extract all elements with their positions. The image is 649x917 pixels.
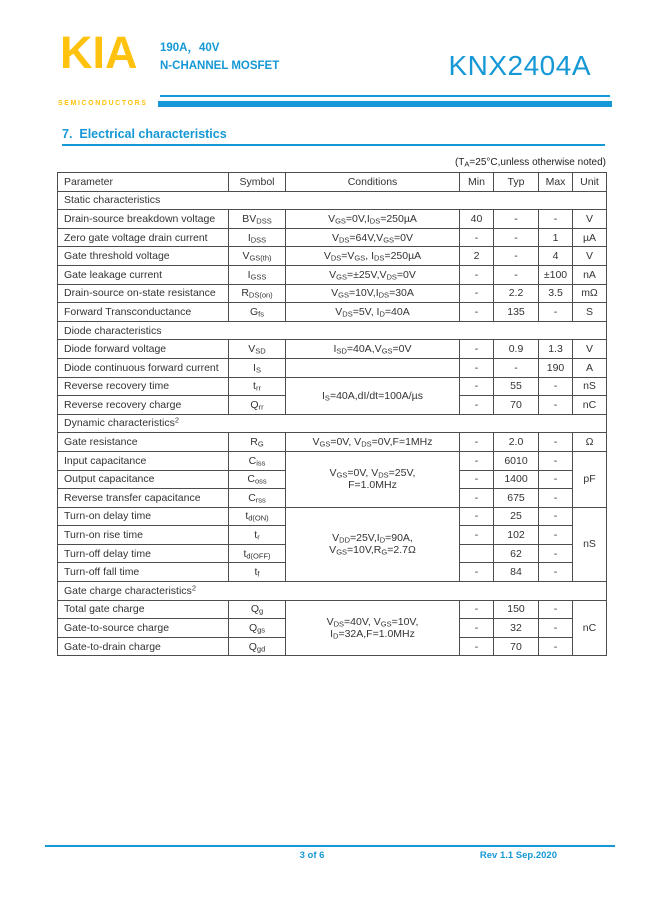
symbol-cell: $t_f$ — [229, 563, 286, 582]
table-row — [58, 247, 607, 266]
symbol-cell: $R_{DS(on)}$ — [229, 284, 286, 303]
min-cell: - — [460, 451, 494, 470]
symbol-cell: $C_{oss}$ — [229, 470, 286, 489]
table-row — [58, 265, 607, 284]
conditions-cell — [286, 358, 460, 377]
section-header-cell: Diode characteristics — [58, 321, 607, 340]
section-title-underline — [62, 144, 605, 146]
table-row — [58, 507, 607, 526]
typ-cell: 1400 — [494, 470, 539, 489]
col-header-symbol: Symbol — [229, 173, 286, 192]
symbol-cell: $I_{GSS}$ — [229, 265, 286, 284]
max-cell: 3.5 — [539, 284, 573, 303]
max-cell: - — [539, 377, 573, 396]
table-header-row — [58, 173, 607, 192]
unit-cell: nS — [573, 507, 607, 581]
typ-cell: 62 — [494, 544, 539, 563]
table-row — [58, 340, 607, 359]
symbol-cell: $V_{GS(th)}$ — [229, 247, 286, 266]
typ-cell: - — [494, 210, 539, 229]
param-cell: Input capacitance — [58, 451, 229, 470]
typ-cell: - — [494, 265, 539, 284]
unit-cell: nC — [573, 396, 607, 415]
param-cell: Output capacitance — [58, 470, 229, 489]
symbol-cell: $C_{rss}$ — [229, 489, 286, 508]
table-row — [58, 228, 607, 247]
param-cell: Forward Transconductance — [58, 303, 229, 322]
col-header-max: Max — [539, 173, 573, 192]
param-cell: Reverse transfer capacitance — [58, 489, 229, 508]
typ-cell: - — [494, 247, 539, 266]
max-cell: 1 — [539, 228, 573, 247]
unit-cell: V — [573, 247, 607, 266]
max-cell: 4 — [539, 247, 573, 266]
min-cell: 2 — [460, 247, 494, 266]
conditions-cell: $I_{SD}=40A,V_{GS}=0V$ — [286, 340, 460, 359]
section-header-cell: Static characteristics — [58, 191, 607, 210]
col-header-conditions: Conditions — [286, 173, 460, 192]
typ-cell: 25 — [494, 507, 539, 526]
typ-cell: 6010 — [494, 451, 539, 470]
header-rule-thick — [158, 101, 612, 107]
min-cell: - — [460, 600, 494, 619]
min-cell: - — [460, 284, 494, 303]
unit-cell: Ω — [573, 433, 607, 452]
min-cell: - — [460, 563, 494, 582]
max-cell: - — [539, 303, 573, 322]
col-header-parameter: Parameter — [58, 173, 229, 192]
typ-cell: - — [494, 358, 539, 377]
device-type: N-CHANNEL MOSFET — [160, 59, 280, 72]
footer-rule — [45, 845, 615, 847]
table-row — [58, 600, 607, 619]
param-cell: Turn-off fall time — [58, 563, 229, 582]
table-row — [58, 358, 607, 377]
typ-cell: 70 — [494, 637, 539, 656]
typ-cell: - — [494, 228, 539, 247]
param-cell: Reverse recovery charge — [58, 396, 229, 415]
max-cell: - — [539, 433, 573, 452]
col-header-typ: Typ — [494, 173, 539, 192]
table-row — [58, 284, 607, 303]
max-cell: - — [539, 507, 573, 526]
table-row — [58, 210, 607, 229]
typ-cell: 70 — [494, 396, 539, 415]
symbol-cell: $I_S$ — [229, 358, 286, 377]
table-body — [58, 191, 607, 656]
table-row — [58, 377, 607, 396]
unit-cell: V — [573, 340, 607, 359]
conditions-cell: $V_{GS}=0V$, $V_{DS}=25V$, F=1.0MHz — [286, 451, 460, 507]
kia-logo: KIA — [60, 27, 138, 78]
param-cell: Reverse recovery time — [58, 377, 229, 396]
section-header-cell: Gate charge characteristics$^2$ — [58, 582, 607, 601]
conditions-cell: $I_S=40A,dI/dt=100A/\mu s$ — [286, 377, 460, 414]
section-row — [58, 191, 607, 210]
typ-cell: 32 — [494, 619, 539, 638]
typ-cell: 55 — [494, 377, 539, 396]
unit-cell: mΩ — [573, 284, 607, 303]
device-subtitle — [160, 40, 279, 76]
symbol-cell: $BV_{DSS}$ — [229, 210, 286, 229]
min-cell: - — [460, 228, 494, 247]
min-cell — [460, 544, 494, 563]
table-row — [58, 451, 607, 470]
param-cell: Gate-to-source charge — [58, 619, 229, 638]
revision-label: Rev 1.1 Sep.2020 — [479, 850, 557, 861]
symbol-cell: $t_r$ — [229, 526, 286, 545]
conditions-cell: $V_{GS}=0V,I_{DS}=250\mu A$ — [286, 210, 460, 229]
section-title: 7. Electrical characteristics — [62, 127, 227, 141]
param-cell: Zero gate voltage drain current — [58, 228, 229, 247]
typ-cell: 150 — [494, 600, 539, 619]
min-cell: - — [460, 396, 494, 415]
part-number: KNX2404A — [448, 50, 591, 81]
min-cell: - — [460, 433, 494, 452]
param-cell: Drain-source breakdown voltage — [58, 210, 229, 229]
param-cell: Diode continuous forward current — [58, 358, 229, 377]
conditions-cell: $V_{DS}=V_{GS}$, $I_{DS}=250\mu A$ — [286, 247, 460, 266]
logo-subtext: SEMICONDUCTORS — [58, 100, 148, 107]
section-row — [58, 414, 607, 433]
col-header-unit: Unit — [573, 173, 607, 192]
max-cell: - — [539, 489, 573, 508]
symbol-cell: $V_{SD}$ — [229, 340, 286, 359]
unit-cell: nA — [573, 265, 607, 284]
min-cell: - — [460, 265, 494, 284]
symbol-cell: $I_{DSS}$ — [229, 228, 286, 247]
param-cell: Gate-to-drain charge — [58, 637, 229, 656]
param-cell: Drain-source on-state resistance — [58, 284, 229, 303]
electrical-characteristics-table — [57, 172, 607, 656]
min-cell: - — [460, 507, 494, 526]
param-cell: Total gate charge — [58, 600, 229, 619]
max-cell: - — [539, 210, 573, 229]
min-cell: - — [460, 637, 494, 656]
unit-cell: nC — [573, 600, 607, 656]
device-rating: 190A，40V — [160, 42, 220, 54]
max-cell: - — [539, 563, 573, 582]
symbol-cell: $Q_g$ — [229, 600, 286, 619]
conditions-cell: $V_{GS}=\pm 25V,V_{DS}=0V$ — [286, 265, 460, 284]
symbol-cell: $G_{fs}$ — [229, 303, 286, 322]
min-cell: - — [460, 340, 494, 359]
table-row — [58, 433, 607, 452]
param-cell: Gate resistance — [58, 433, 229, 452]
max-cell: - — [539, 470, 573, 489]
min-cell: - — [460, 470, 494, 489]
min-cell: 40 — [460, 210, 494, 229]
param-cell: Turn-on rise time — [58, 526, 229, 545]
symbol-cell: $t_{d(OFF)}$ — [229, 544, 286, 563]
min-cell: - — [460, 358, 494, 377]
section-row — [58, 321, 607, 340]
symbol-cell: $R_G$ — [229, 433, 286, 452]
max-cell: ±100 — [539, 265, 573, 284]
typ-cell: 675 — [494, 489, 539, 508]
max-cell: 1.3 — [539, 340, 573, 359]
conditions-cell: $V_{GS}=0V$, $V_{DS}=0V,F=1MHz$ — [286, 433, 460, 452]
max-cell: - — [539, 451, 573, 470]
symbol-cell: $Q_{gs}$ — [229, 619, 286, 638]
max-cell: - — [539, 600, 573, 619]
symbol-cell: $Q_{rr}$ — [229, 396, 286, 415]
col-header-min: Min — [460, 173, 494, 192]
typ-cell: 102 — [494, 526, 539, 545]
param-cell: Gate leakage current — [58, 265, 229, 284]
section-row — [58, 582, 607, 601]
min-cell: - — [460, 526, 494, 545]
max-cell: - — [539, 637, 573, 656]
conditions-cell: $V_{DS}=5V$, $I_D=40A$ — [286, 303, 460, 322]
unit-cell: A — [573, 358, 607, 377]
unit-cell: S — [573, 303, 607, 322]
conditions-cell: $V_{GS}=10V,I_{DS}=30A$ — [286, 284, 460, 303]
min-cell: - — [460, 377, 494, 396]
max-cell: - — [539, 396, 573, 415]
typ-cell: 2.2 — [494, 284, 539, 303]
symbol-cell: $Q_{gd}$ — [229, 637, 286, 656]
table-row — [58, 303, 607, 322]
min-cell: - — [460, 489, 494, 508]
unit-cell: V — [573, 210, 607, 229]
min-cell: - — [460, 303, 494, 322]
max-cell: - — [539, 619, 573, 638]
min-cell: - — [460, 619, 494, 638]
conditions-cell: $V_{DS}=40V$, $V_{GS}=10V$, $I_D=32A,F=1.0MHz$ — [286, 600, 460, 656]
param-cell: Turn-on delay time — [58, 507, 229, 526]
condition-note: ($T_A=25^\circ C,unless$ otherwise noted) — [454, 157, 606, 169]
symbol-cell: $t_{rr}$ — [229, 377, 286, 396]
conditions-cell: $V_{DD}=25V,I_D=90A$, $V_{GS}=10V,R_G=2.7\Omega$ — [286, 507, 460, 581]
symbol-cell: $C_{iss}$ — [229, 451, 286, 470]
typ-cell: 0.9 — [494, 340, 539, 359]
symbol-cell: $t_{d(ON)}$ — [229, 507, 286, 526]
max-cell: - — [539, 544, 573, 563]
param-cell: Gate threshold voltage — [58, 247, 229, 266]
max-cell: - — [539, 526, 573, 545]
unit-cell: µA — [573, 228, 607, 247]
typ-cell: 84 — [494, 563, 539, 582]
page-indicator: 3 of 6 — [299, 850, 325, 861]
unit-cell: pF — [573, 451, 607, 507]
param-cell: Diode forward voltage — [58, 340, 229, 359]
unit-cell: nS — [573, 377, 607, 396]
conditions-cell: $V_{DS}=64V,V_{GS}=0V$ — [286, 228, 460, 247]
section-header-cell: Dynamic characteristics$^2$ — [58, 414, 607, 433]
typ-cell: 135 — [494, 303, 539, 322]
max-cell: 190 — [539, 358, 573, 377]
typ-cell: 2.0 — [494, 433, 539, 452]
header-rule-thin — [160, 95, 610, 97]
param-cell: Turn-off delay time — [58, 544, 229, 563]
